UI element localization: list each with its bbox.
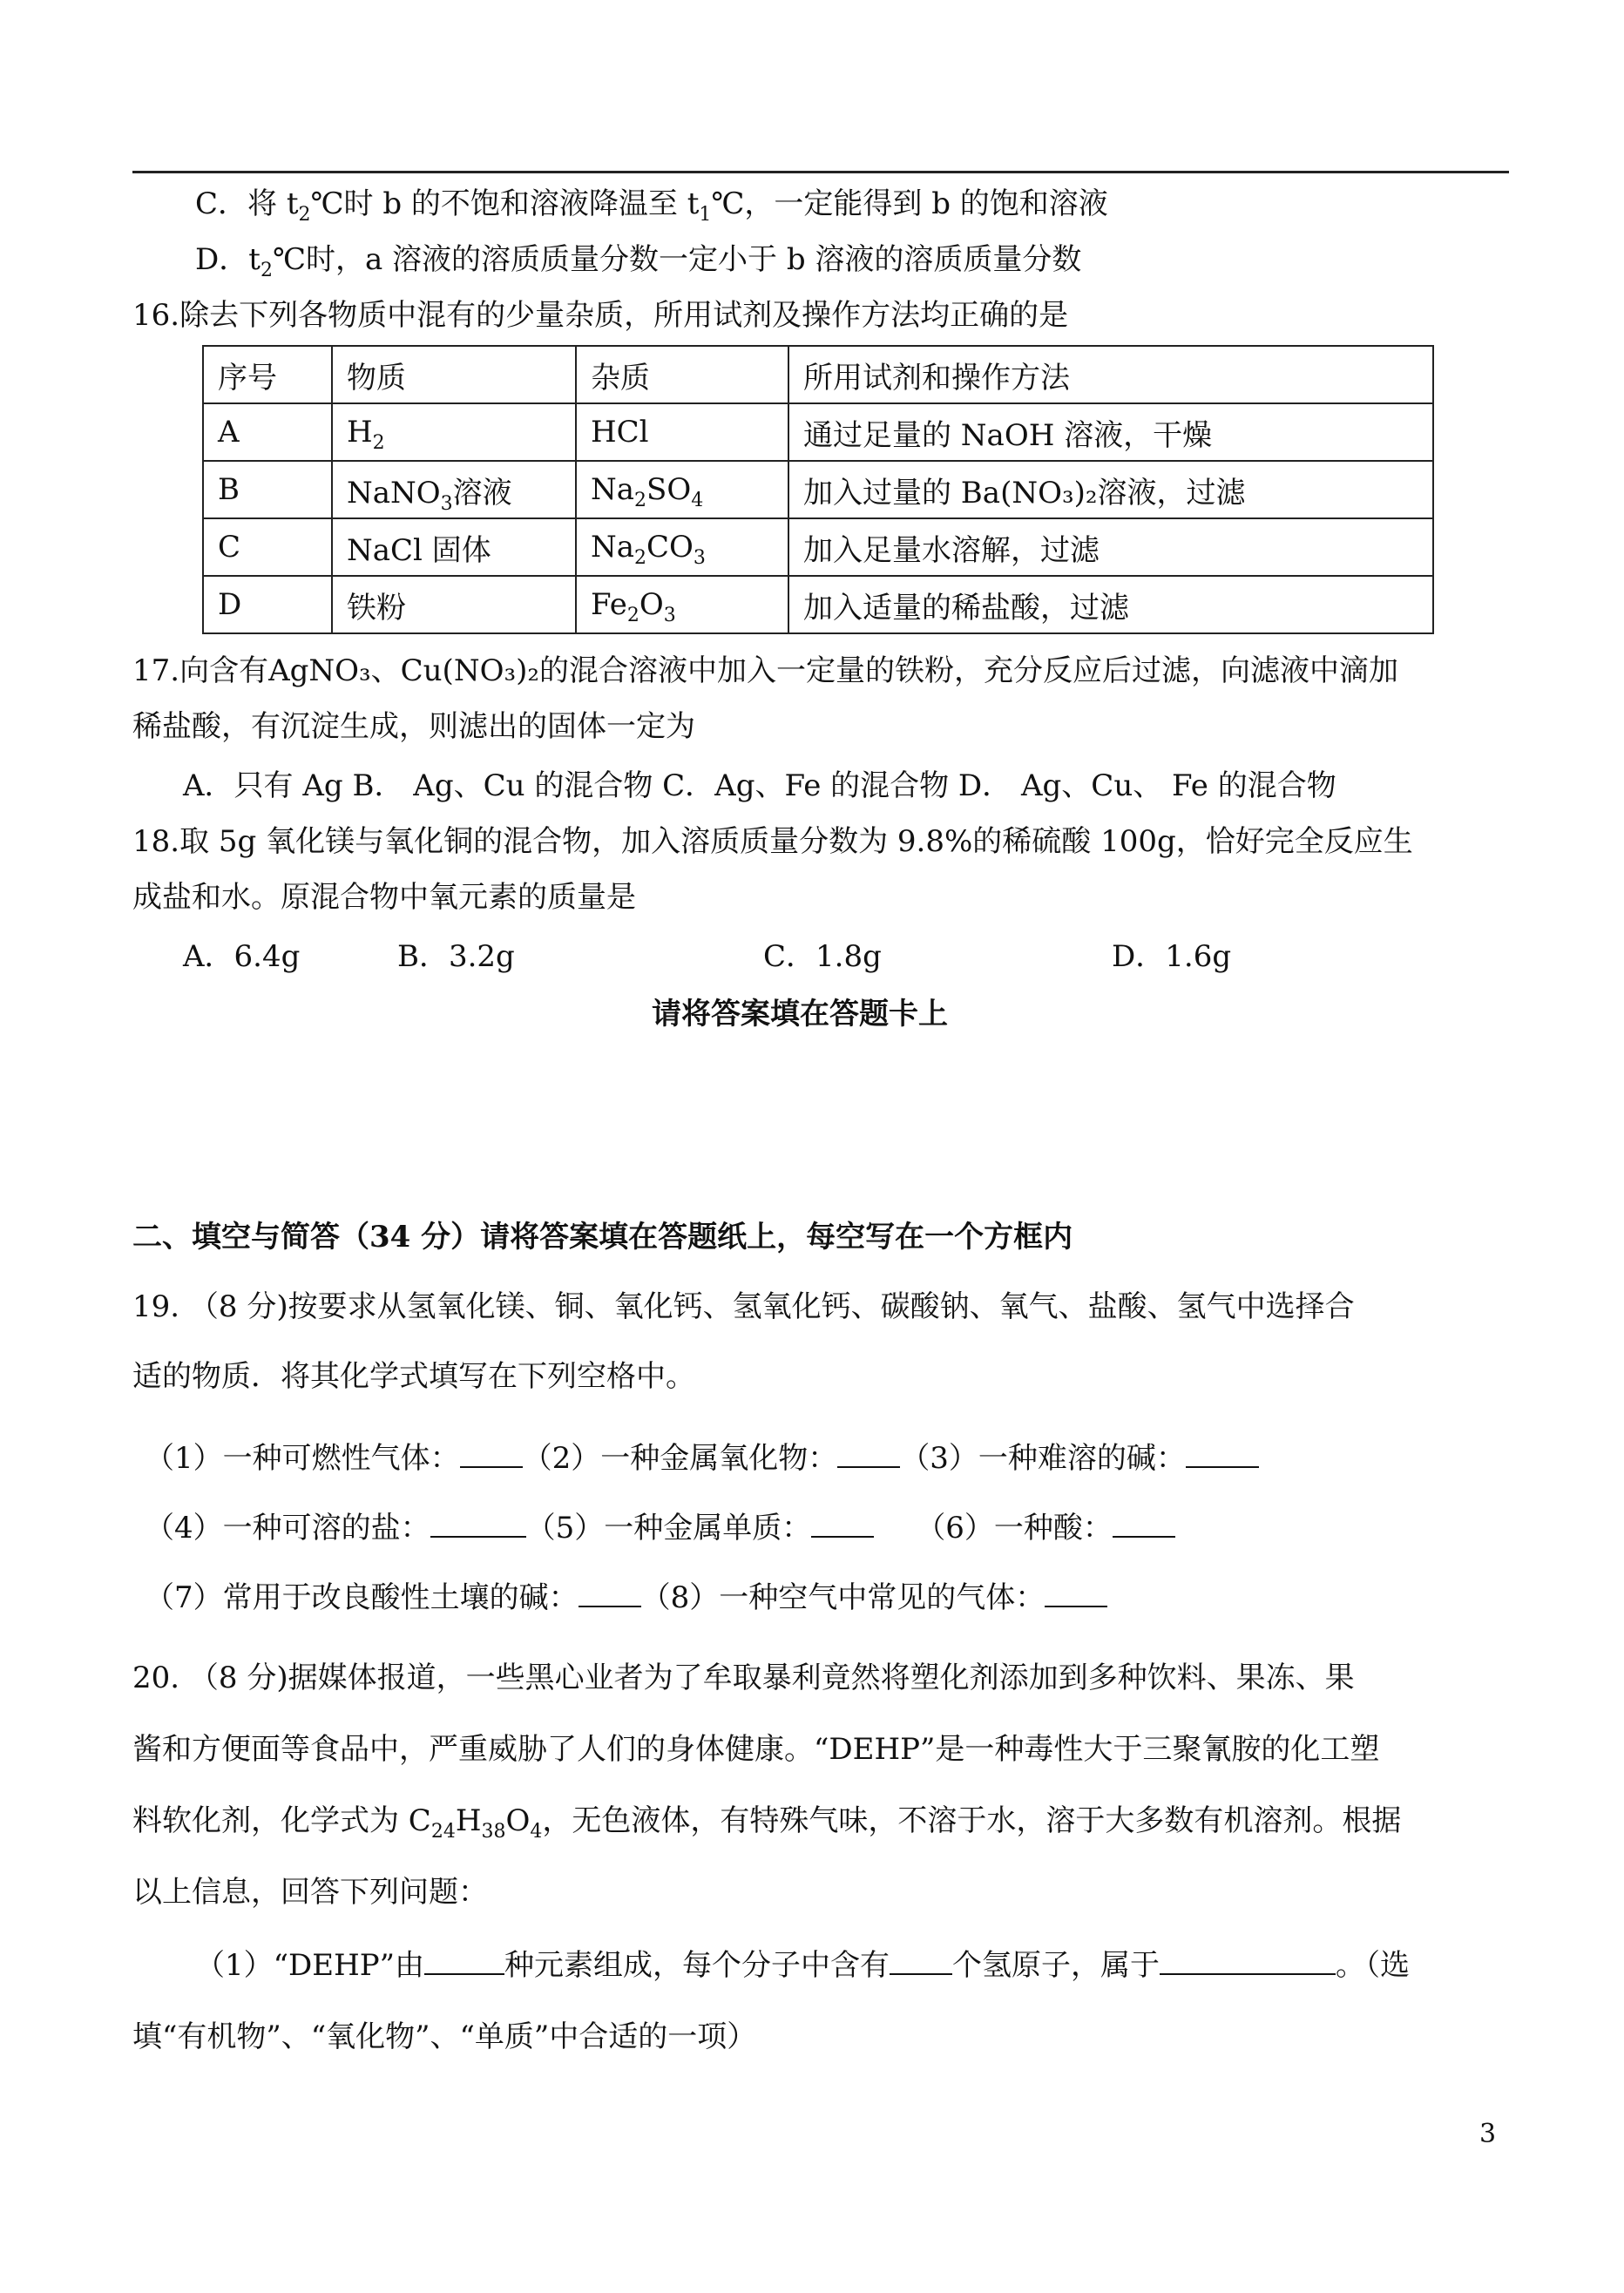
q20-line2: 酱和方便面等食品中，严重威胁了人们的身体健康。“DEHP”是一种毒性大于三聚氰胺的化工塑 [132,1732,1380,1767]
section-2-heading: 二、填空与简答（34 分）请将答案填在答题纸上，每空写在一个方框内 [132,1220,1073,1255]
q19-items-row1: （1）一种可燃性气体： （2）一种金属氧化物： （3）一种难溶的碱： [145,1439,1259,1478]
table-row [203,576,1433,633]
row-id: D [203,576,332,633]
row-substance: NaCl 固体 [332,518,576,576]
q18-option-b: B．3.2g [397,939,515,974]
blank-3 [1186,1440,1259,1468]
q20-line3: 料软化剂，化学式为 $C_{24}H_{38}O_4$，无色液体，有特殊气味，不溶于水，溶于大多数有机溶剂。根据 [132,1803,1402,1843]
q19-items-row2: （4）一种可溶的盐： （5）一种金属单质： （6）一种酸： [145,1509,1175,1547]
table-row [203,403,1433,461]
header-id: 序号 [203,346,332,403]
blank-category [1160,1947,1336,1975]
blank-4 [430,1510,526,1538]
row-impurity: $Na_2SO_4$ [576,461,788,518]
table-row [203,518,1433,576]
q20-sub1: （1）“DEHP”由 种元素组成，每个分子中含有 个氢原子，属于 。（选 [195,1948,1411,1983]
q15-option-c: C．将 $t_2℃$时 b 的不饱和溶液降温至 $t_1℃$，一定能得到 b 的饱和溶液 [195,186,1108,226]
row-method: 通过足量的 NaOH 溶液，干燥 [788,403,1433,461]
row-substance: 铁粉 [332,576,576,633]
blank-5 [811,1510,874,1538]
answer-card-note: 请将答案填在答题卡上 [652,997,948,1032]
q16-stem: 16.除去下列各物质中混有的少量杂质，所用试剂及操作方法均正确的是 [132,298,1069,333]
row-id: B [203,461,332,518]
q17-options: A．只有 Ag B． Ag、Cu 的混合物 C．Ag、Fe 的混合物 D． Ag、Cu、 Fe 的混合物 [183,768,1336,803]
page-number: 3 [1479,2119,1497,2149]
row-id: A [203,403,332,461]
q20-line4: 以上信息，回答下列问题： [132,1875,488,1910]
q19-line2: 适的物质．将其化学式填写在下列空格中。 [132,1359,695,1394]
header-substance: 物质 [332,346,576,403]
q17-line2: 稀盐酸，有沉淀生成，则滤出的固体一定为 [132,709,695,744]
q19-items-row3: （7）常用于改良酸性土壤的碱： （8）一种空气中常见的气体： [145,1579,1107,1617]
row-impurity: HCl [576,403,788,461]
table-row [203,461,1433,518]
header-impurity: 杂质 [576,346,788,403]
blank-7 [579,1579,641,1607]
q20-line1: 20. （8 分)据媒体报道，一些黑心业者为了牟取暴利竟然将塑化剂添加到多种饮料、果冻、果 [132,1661,1355,1695]
q19-line1: 19. （8 分)按要求从氢氧化镁、铜、氧化钙、氢氧化钙、碳酸钠、氧气、盐酸、氢气中选择合 [132,1289,1355,1324]
blank-2 [837,1440,900,1468]
q18-option-c: C．1.8g [763,939,882,974]
blank-h-atoms [890,1947,952,1975]
q18-line1: 18.取 5g 氧化镁与氧化铜的混合物，加入溶质质量分数为 9.8%的稀硫酸 100g，恰好完全反应生 [132,824,1413,859]
row-method: 加入过量的 Ba(NO₃)₂溶液，过滤 [788,461,1433,518]
header-method: 所用试剂和操作方法 [788,346,1433,403]
row-substance: $H_2$ [332,403,576,461]
row-impurity: $Fe_2O_3$ [576,576,788,633]
q15-option-d: D．$t_2℃$时，a 溶液的溶质质量分数一定小于 b 溶液的溶质质量分数 [195,242,1082,281]
row-id: C [203,518,332,576]
q18-line2: 成盐和水。原混合物中氧元素的质量是 [132,880,636,915]
blank-elements [424,1947,504,1975]
row-method: 加入足量水溶解，过滤 [788,518,1433,576]
q18-option-d: D．1.6g [1112,939,1232,974]
row-substance: NaNO$_3$溶液 [332,461,576,518]
blank-8 [1045,1579,1107,1607]
header-rule [132,171,1509,173]
q20-sub1-line2: 填“有机物”、“氧化物”、“单质”中合适的一项） [132,2019,757,2054]
blank-6 [1113,1510,1175,1538]
table-header-row [203,346,1433,403]
row-impurity: $Na_2CO_3$ [576,518,788,576]
q16-table [202,345,1434,634]
q17-line1: 17.向含有AgNO₃、Cu(NO₃)₂的混合溶液中加入一定量的铁粉，充分反应后过滤，向滤液中滴加 [132,653,1398,688]
row-method: 加入适量的稀盐酸，过滤 [788,576,1433,633]
blank-1 [460,1440,523,1468]
q18-option-a: A．6.4g [183,939,301,974]
